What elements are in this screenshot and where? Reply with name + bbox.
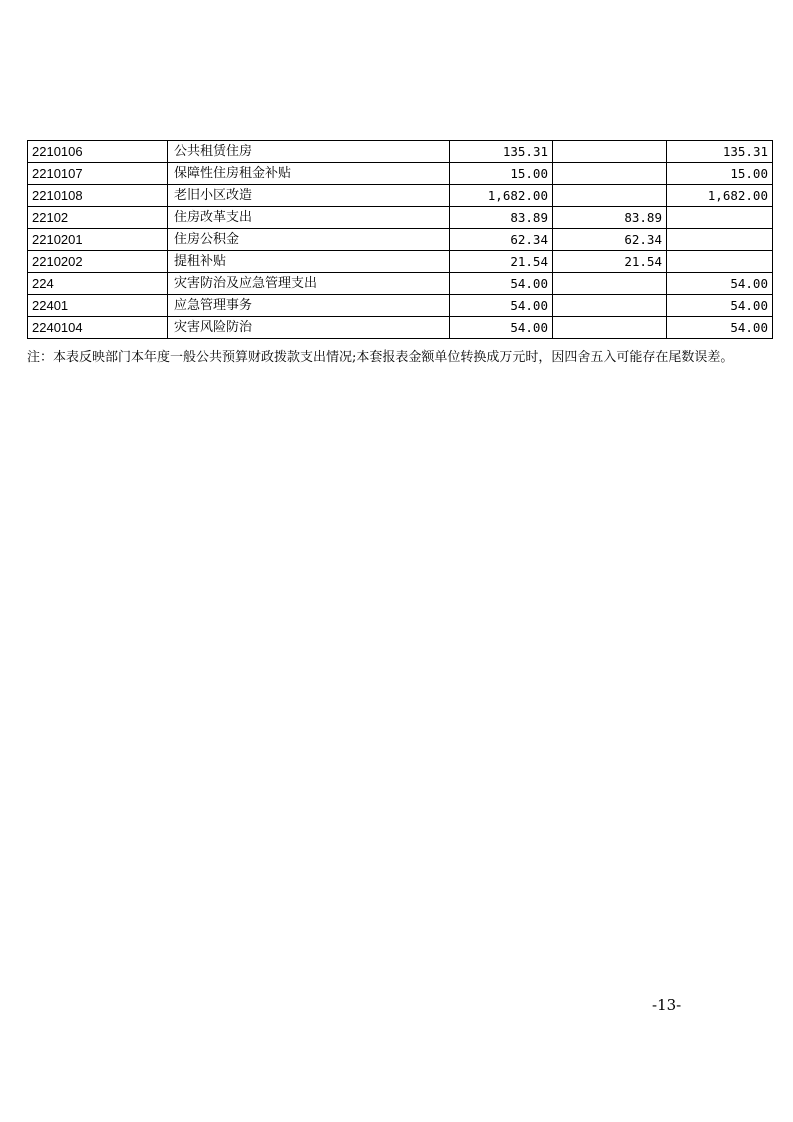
cell-code: 2210108: [28, 185, 168, 207]
cell-total: 21.54: [450, 251, 553, 273]
table-row: [28, 185, 773, 207]
cell-project: 54.00: [667, 317, 773, 339]
cell-code: 2240104: [28, 317, 168, 339]
cell-total: 1,682.00: [450, 185, 553, 207]
cell-basic: 83.89: [553, 207, 667, 229]
cell-name: 保障性住房租金补贴: [168, 163, 450, 185]
cell-total: 83.89: [450, 207, 553, 229]
cell-basic: [553, 141, 667, 163]
table-row: [28, 141, 773, 163]
cell-name: 灾害防治及应急管理支出: [168, 273, 450, 295]
cell-code: 2210107: [28, 163, 168, 185]
cell-name: 提租补贴: [168, 251, 450, 273]
table-row: [28, 163, 773, 185]
table-row: [28, 295, 773, 317]
cell-total: 135.31: [450, 141, 553, 163]
cell-project: [667, 207, 773, 229]
cell-basic: 21.54: [553, 251, 667, 273]
cell-total: 54.00: [450, 273, 553, 295]
cell-basic: [553, 317, 667, 339]
table-row: [28, 273, 773, 295]
cell-basic: 62.34: [553, 229, 667, 251]
page-number: -13-: [652, 996, 682, 1014]
table-body: [28, 141, 773, 339]
cell-code: 2210201: [28, 229, 168, 251]
cell-project: 15.00: [667, 163, 773, 185]
cell-total: 15.00: [450, 163, 553, 185]
cell-name: 应急管理事务: [168, 295, 450, 317]
cell-project: [667, 251, 773, 273]
cell-code: 224: [28, 273, 168, 295]
cell-code: 22401: [28, 295, 168, 317]
cell-name: 灾害风险防治: [168, 317, 450, 339]
cell-basic: [553, 163, 667, 185]
table-row: [28, 317, 773, 339]
budget-expenditure-table: [27, 140, 773, 339]
cell-basic: [553, 295, 667, 317]
cell-project: 54.00: [667, 273, 773, 295]
cell-project: [667, 229, 773, 251]
cell-name: 住房公积金: [168, 229, 450, 251]
table-row: [28, 251, 773, 273]
cell-project: 54.00: [667, 295, 773, 317]
table-row: [28, 207, 773, 229]
cell-code: 2210202: [28, 251, 168, 273]
cell-name: 老旧小区改造: [168, 185, 450, 207]
cell-code: 2210106: [28, 141, 168, 163]
cell-name: 公共租赁住房: [168, 141, 450, 163]
table-footnote: 注：本表反映部门本年度一般公共预算财政拨款支出情况;本套报表金额单位转换成万元时，因四舍五入可能存在尾数误差。: [27, 350, 734, 365]
cell-total: 54.00: [450, 295, 553, 317]
cell-project: 1,682.00: [667, 185, 773, 207]
cell-basic: [553, 185, 667, 207]
cell-total: 62.34: [450, 229, 553, 251]
cell-name: 住房改革支出: [168, 207, 450, 229]
cell-basic: [553, 273, 667, 295]
table-row: [28, 229, 773, 251]
cell-total: 54.00: [450, 317, 553, 339]
cell-project: 135.31: [667, 141, 773, 163]
cell-code: 22102: [28, 207, 168, 229]
